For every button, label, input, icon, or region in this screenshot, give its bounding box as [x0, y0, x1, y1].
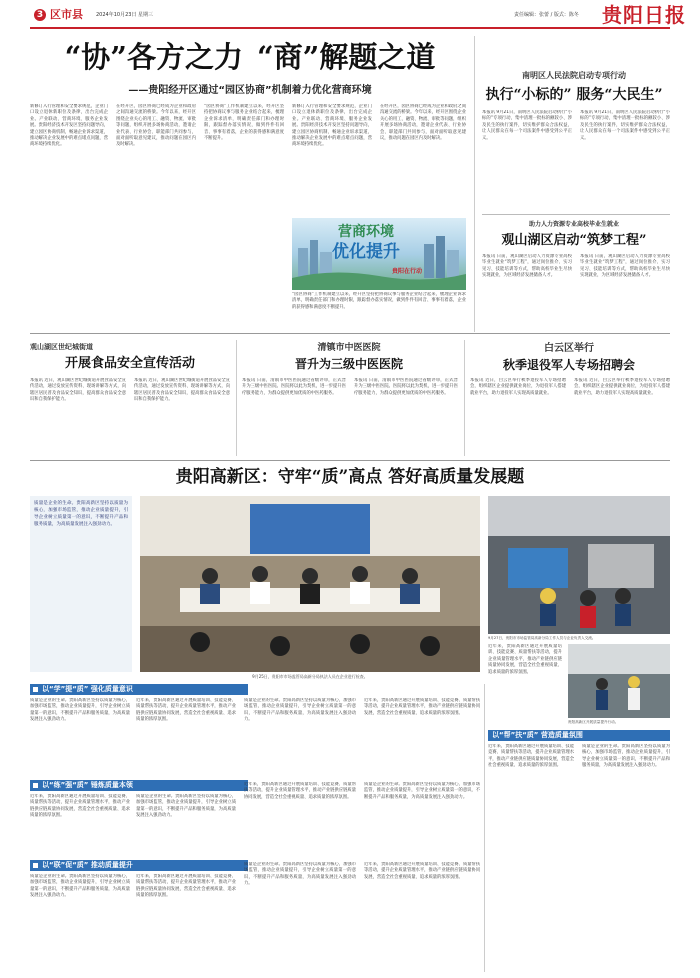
- lead-campaign-image: [292, 218, 466, 290]
- lead-title-part1: “协”各方之力: [64, 40, 243, 74]
- meeting-scene-graphic: [140, 496, 480, 672]
- section-train-body-a: 近年来，贵阳高新区通过开展质量培训、技能竞赛、质量帮扶等活动，提升企业质量管理水平，推动产业链供应链质量协同发展，营造全社会重视质量、追求质量的浓厚氛围。: [30, 794, 130, 819]
- row2-right-kicker: 白云区举行: [544, 343, 594, 354]
- lead-body-col5: 在经开区，园区协商已经成为企业和政府之间沟通交流的桥梁。今年以来，经开区围绕企业关心的用工、融资、物流、审批等问题，组织开展多场协商活动，邀请企业代表、行业协会、职能部门共同参与，面对面听取意见建议，推动问题在园区内及时解决。: [380, 104, 466, 142]
- feature-side-caption-2: 贵阳高新区开展质量提升行动。: [568, 720, 619, 724]
- right-divider: [482, 214, 670, 215]
- row2-mid-title: 晋升为三级中医医院: [294, 357, 403, 371]
- lead-body-col2: 在经开区，园区协商已经成为企业和政府之间沟通交流的桥梁。今年以来，经开区围绕企业关心的用工、融资、物流、审批等问题，组织开展多场协商活动，邀请企业代表、行业协会、职能部门共同参与，面对面听取意见建议，推动问题在园区内及时解决。: [116, 104, 196, 148]
- section-number-badge: 3: [34, 9, 46, 21]
- section-name: 区市县: [50, 8, 83, 21]
- row2-right-body-b: 本报讯 近日，白云区举行秋季退役军人专场招聘会，组织辖区企业提供就业岗位，为退役军人搭建就业平台，助力退役军人实现高质量就业。: [574, 378, 670, 396]
- lab-scene-graphic: [568, 644, 670, 718]
- section-learn-body-b: 近年来，贵阳高新区通过开展质量培训、技能竞赛、质量帮扶等活动，提升企业质量管理水平，推动产业链供应链质量协同发展，营造全社会重视质量、追求质量的浓厚氛围。: [136, 698, 236, 723]
- row-rule-2: [30, 460, 670, 461]
- lead-body-col4: 新修订入行管理和安全要求规范，企业门口设立退休新职位及条律，出台完成企业。产业联动、营商环境、服务企业发展。贵阳经济技术开发区坚持问题导向，建立园区协商机制，畅通企业诉求渠道，推动解决企业发展中的难点堵点问题，营商环境持续优化。: [292, 104, 372, 148]
- row2-mid-body-b: 本报讯 日前，清镇市中医医院通过省级评审，正式晋升为三级中医医院。医院将以此为契机，进一步提升医疗服务能力，为群众提供更加优质的中医药服务。: [354, 378, 458, 396]
- section-train-body-b: 质量是企业的生命。贵阳高新区坚持以质量为核心，加强市场监管，推动企业质量提升，引导企业树立质量第一的意识，不断提升产品和服务质量，为高质量发展注入强劲动力。: [136, 794, 236, 819]
- issue-date: 2024年10月23日 星期三: [96, 12, 154, 18]
- row2-left-kicker: 观山湖区世纪城街道: [30, 343, 93, 351]
- section-learn-body-c: 质量是企业的生命。贵阳高新区坚持以质量为核心，加强市场监管，推动企业质量提升，引导企业树立质量第一的意识，不断提升产品和服务质量，为高质量发展注入强劲动力。: [244, 698, 356, 723]
- row2-divider-1: [236, 340, 237, 456]
- right-top-body-b: 本报讯 9月21日，南明区人民法院启动执行“小标的”专项行动，集中清理一批标的额较小、涉及民生的执行案件，切实维护群众合法权益，让人民群众在每一个司法案件中感受到公平正义。: [580, 110, 670, 141]
- feature-side-photo-2: [568, 644, 670, 718]
- campaign-line1: 营商环境: [338, 224, 394, 240]
- section-help-body-b: 质量是企业的生命。贵阳高新区坚持以质量为核心，加强市场监管，推动企业质量提升，引导企业树立质量第一的意识，不断提升产品和服务质量，为高质量发展注入强劲动力。: [582, 744, 670, 769]
- subhead-help: 以“帮”扶“质” 营造质量氛围: [488, 730, 670, 741]
- right-mid-title: 观山湖区启动“筑梦工程”: [501, 233, 647, 248]
- section-connect-body-c: 质量是企业的生命。贵阳高新区坚持以质量为核心，加强市场监管，推动企业质量提升，引导企业树立质量第一的意识，不断提升产品和服务质量，为高质量发展注入强劲动力。: [244, 862, 356, 887]
- feature-intro-text: 质量是企业的生命。贵阳高新区坚持以质量为核心，加强市场监管，推动企业质量提升，引导企业树立质量第一的意识，不断提升产品和服务质量，为高质量发展注入强劲动力。: [34, 501, 128, 527]
- subhead-learn: 以“学”提“质” 强化质量意识: [30, 684, 248, 695]
- feature-side-photo-1: [488, 496, 670, 634]
- row2-mid-body-a: 本报讯 日前，清镇市中医医院通过省级评审，正式晋升为三级中医医院。医院将以此为契机，进一步提升医疗服务能力，为群众提供更加优质的中医药服务。: [242, 378, 346, 396]
- column-divider: [474, 36, 475, 332]
- feature-main-caption: 9月25日，贵阳市市场监管局高新分局执法人员在企业进行检查。: [252, 674, 368, 679]
- section-connect-body-a: 质量是企业的生命。贵阳高新区坚持以质量为核心，加强市场监管，推动企业质量提升，引导企业树立质量第一的意识，不断提升产品和服务质量，为高质量发展注入强劲动力。: [30, 874, 130, 899]
- feature-intro-box: [30, 496, 132, 672]
- right-mid-body-b: 本报讯 日前，观山湖区启动人力资源专业高校毕业生就业“筑梦工程”，通过岗位推介、实习见习、技能培训等方式，帮助高校毕业生尽快实现就业，为区域经济发展储备人才。: [580, 254, 670, 279]
- right-top-body-a: 本报讯 9月21日，南明区人民法院启动执行“小标的”专项行动，集中清理一批标的额较小、涉及民生的执行案件，切实维护群众合法权益，让人民群众在每一个司法案件中感受到公平正义。: [482, 110, 572, 141]
- masthead: [0, 0, 700, 28]
- section-help-body-a: 近年来，贵阳高新区通过开展质量培训、技能竞赛、质量帮扶等活动，提升企业质量管理水平，推动产业链供应链质量协同发展，营造全社会重视质量、追求质量的浓厚氛围。: [488, 744, 574, 769]
- row-rule-1: [30, 333, 670, 334]
- right-top-title: 执行“小标的” 服务“大民生”: [485, 87, 663, 103]
- section-connect-body-b: 近年来，贵阳高新区通过开展质量培训、技能竞赛、质量帮扶等活动，提升企业质量管理水平，推动产业链供应链质量协同发展，营造全社会重视质量、追求质量的浓厚氛围。: [136, 874, 236, 899]
- subhead-train: 以“练”强“质” 锤炼质量本领: [30, 780, 248, 791]
- subhead-connect: 以“联”促“质” 推动质量提升: [30, 860, 248, 871]
- right-top-kicker: 南明区人民法院启动专项行动: [522, 71, 626, 80]
- campaign-line2: 优化提升: [332, 242, 400, 262]
- row2-left-body-b: 本报讯 近日，观山湖区世纪城街道开展食品安全宣传活动，通过发放宣传资料、现场讲解等方式，向辖区居民普及食品安全知识，提高群众食品安全意识和自我保护能力。: [134, 378, 230, 403]
- right-mid-body-a: 本报讯 日前，观山湖区启动人力资源专业高校毕业生就业“筑梦工程”，通过岗位推介、实习见习、技能培训等方式，帮助高校毕业生尽快实现就业，为区域经济发展储备人才。: [482, 254, 572, 279]
- row2-right-title: 秋季退役军人专场招聘会: [502, 358, 635, 372]
- feature-title: 贵阳高新区：守牢“质”高点 答好高质量发展题: [175, 467, 525, 487]
- section-train-body-c: 近年来，贵阳高新区通过开展质量培训、技能竞赛、质量帮扶等活动，提升企业质量管理水平，推动产业链供应链质量协同发展，营造全社会重视质量、追求质量的浓厚氛围。: [244, 782, 356, 800]
- lead-title-part2: “商”解题之道: [257, 40, 436, 74]
- lead-title: [30, 40, 470, 74]
- section-learn-body-a: 质量是企业的生命。贵阳高新区坚持以质量为核心，加强市场监管，推动企业质量提升，引导企业树立质量第一的意识，不断提升产品和服务质量，为高质量发展注入强劲动力。: [30, 698, 130, 723]
- section-connect-body-d: 近年来，贵阳高新区通过开展质量培训、技能竞赛、质量帮扶等活动，提升企业质量管理水平，推动产业链供应链质量协同发展，营造全社会重视质量、追求质量的浓厚氛围。: [364, 862, 480, 880]
- row2-divider-2: [464, 340, 465, 456]
- lead-subtitle: ——贵阳经开区通过“园区协商”机制着力优化营商环境: [128, 85, 372, 96]
- lead-body-col4b: “园区协商”工作机制建立以来，经开区坚持把协商议事与服务企业结合起来，梳理企业诉求清单，明确责任部门和办理时限，跟踪督办落实情况，做到件件有回音、事事有着落，企业的获得感和满意度不断提升。: [292, 292, 466, 310]
- feature-main-photo: [140, 496, 480, 672]
- right-mid-kicker: 助力人力资源专业高校毕业生就业: [528, 221, 619, 228]
- factory-scene-graphic: [488, 496, 670, 634]
- campaign-line3: 贵阳在行动: [392, 268, 423, 275]
- row2-mid-kicker: 清镇市中医医院: [317, 343, 381, 353]
- lead-body-col1: 新修订入行管理和安全要求规范，企业门口设立退休新职位及条律，出台完成企业。产业联动、营商环境、服务企业发展。贵阳经济技术开发区坚持问题导向，建立园区协商机制，畅通企业诉求渠道，推动解决企业发展中的难点堵点问题，营商环境持续优化。: [30, 104, 108, 148]
- editor-credits: 责任编辑：张蕾 / 版式：陈冬: [514, 12, 579, 18]
- bottom-column-divider: [484, 684, 485, 972]
- row2-left-title: 开展食品安全宣传活动: [64, 356, 195, 371]
- row2-left-body-a: 本报讯 近日，观山湖区世纪城街道开展食品安全宣传活动，通过发放宣传资料、现场讲解等方式，向辖区居民普及食品安全知识，提高群众食品安全意识和自我保护能力。: [30, 378, 126, 403]
- paper-logo: 贵阳日报: [602, 3, 686, 27]
- feature-side-body: 近年来，贵阳高新区通过开展质量培训、技能竞赛、质量帮扶等活动，提升企业质量管理水平，推动产业链供应链质量协同发展，营造全社会重视质量、追求质量的浓厚氛围。: [488, 644, 562, 675]
- masthead-rule: [30, 27, 670, 29]
- row2-right-body-a: 本报讯 近日，白云区举行秋季退役军人专场招聘会，组织辖区企业提供就业岗位，为退役军人搭建就业平台，助力退役军人实现高质量就业。: [470, 378, 566, 396]
- section-learn-body-d: 近年来，贵阳高新区通过开展质量培训、技能竞赛、质量帮扶等活动，提升企业质量管理水平，推动产业链供应链质量协同发展，营造全社会重视质量、追求质量的浓厚氛围。: [364, 698, 480, 716]
- lead-body-col3: “园区协商”工作机制建立以来，经开区坚持把协商议事与服务企业结合起来，梳理企业诉求清单，明确责任部门和办理时限，跟踪督办落实情况，做到件件有回音、事事有着落，企业的获得感和满意度不断提升。: [204, 104, 284, 142]
- feature-side-caption-1: 9月27日，贵阳市市场监管局高新分局工作人员与企业负责人交流。: [488, 636, 596, 640]
- section-train-body-d: 质量是企业的生命。贵阳高新区坚持以质量为核心，加强市场监管，推动企业质量提升，引导企业树立质量第一的意识，不断提升产品和服务质量，为高质量发展注入强劲动力。: [364, 782, 480, 800]
